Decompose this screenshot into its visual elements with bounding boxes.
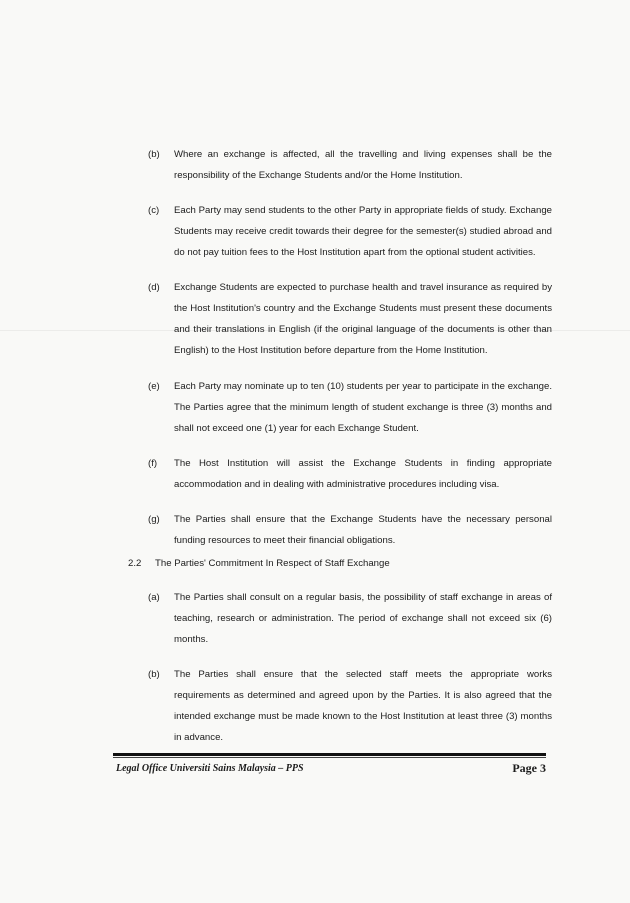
clause-marker-d: (d) xyxy=(148,282,160,293)
staff-clause-b-text: The Parties shall ensure that the selected staff meets the appropriate works requirements as determined and agreed upon by the Parties. It is also agreed that the intended exchange must be made known to the Host Institution at least three (3) months in advance. xyxy=(174,669,552,743)
clause-c-text: Each Party may send students to the other Party in appropriate fields of study. Exchange Students may receive credit towards their degree for the semester(s) studied abroad and do not pay tuition fees to the Host Institution apart from the optional student activities. xyxy=(174,205,552,258)
staff-clause-a-text: The Parties shall consult on a regular basis, the possibility of staff exchange in areas of teaching, research or administration. The period of exchange shall not exceed six (6) months. xyxy=(174,592,552,645)
section-number: 2.2 xyxy=(128,558,142,569)
page-number: Page 3 xyxy=(512,761,546,775)
footer-rule-thin xyxy=(113,757,546,758)
clause-g-text: The Parties shall ensure that the Exchange Students have the necessary personal funding resources to meet their financial obligations. xyxy=(174,514,552,546)
clause-b-text: Where an exchange is affected, all the travelling and living expenses shall be the responsibility of the Exchange Students and/or the Home Institution. xyxy=(174,149,552,181)
clause-e-text: Each Party may nominate up to ten (10) students per year to participate in the exchange. The Parties agree that the minimum length of student exchange is three (3) months and shall not exceed one (1) year for each Exchange Student. xyxy=(174,381,552,434)
clause-marker-g: (g) xyxy=(148,514,160,525)
clause-f-text: The Host Institution will assist the Exchange Students in finding appropriate accommodation and in dealing with administrative procedures including visa. xyxy=(174,458,552,490)
clause-d-text: Exchange Students are expected to purchase health and travel insurance as required by the Host Institution's country and the Exchange Students must present these documents and their translations in English (if the original language of the documents is other than English) to the Host Institution before departure from the Home Institution. xyxy=(174,282,552,356)
staff-clause-marker-b: (b) xyxy=(148,669,160,680)
clause-marker-c: (c) xyxy=(148,205,160,216)
section-title: The Parties' Commitment In Respect of Staff Exchange xyxy=(155,558,390,569)
staff-clause-marker-a: (a) xyxy=(148,592,160,603)
clause-marker-f: (f) xyxy=(148,458,158,469)
footer-office-name: Legal Office Universiti Sains Malaysia – PPS xyxy=(116,763,304,774)
clause-marker-b: (b) xyxy=(148,149,160,160)
clause-marker-e: (e) xyxy=(148,381,160,392)
footer-rule-thick xyxy=(113,753,546,756)
section-heading xyxy=(128,553,390,574)
